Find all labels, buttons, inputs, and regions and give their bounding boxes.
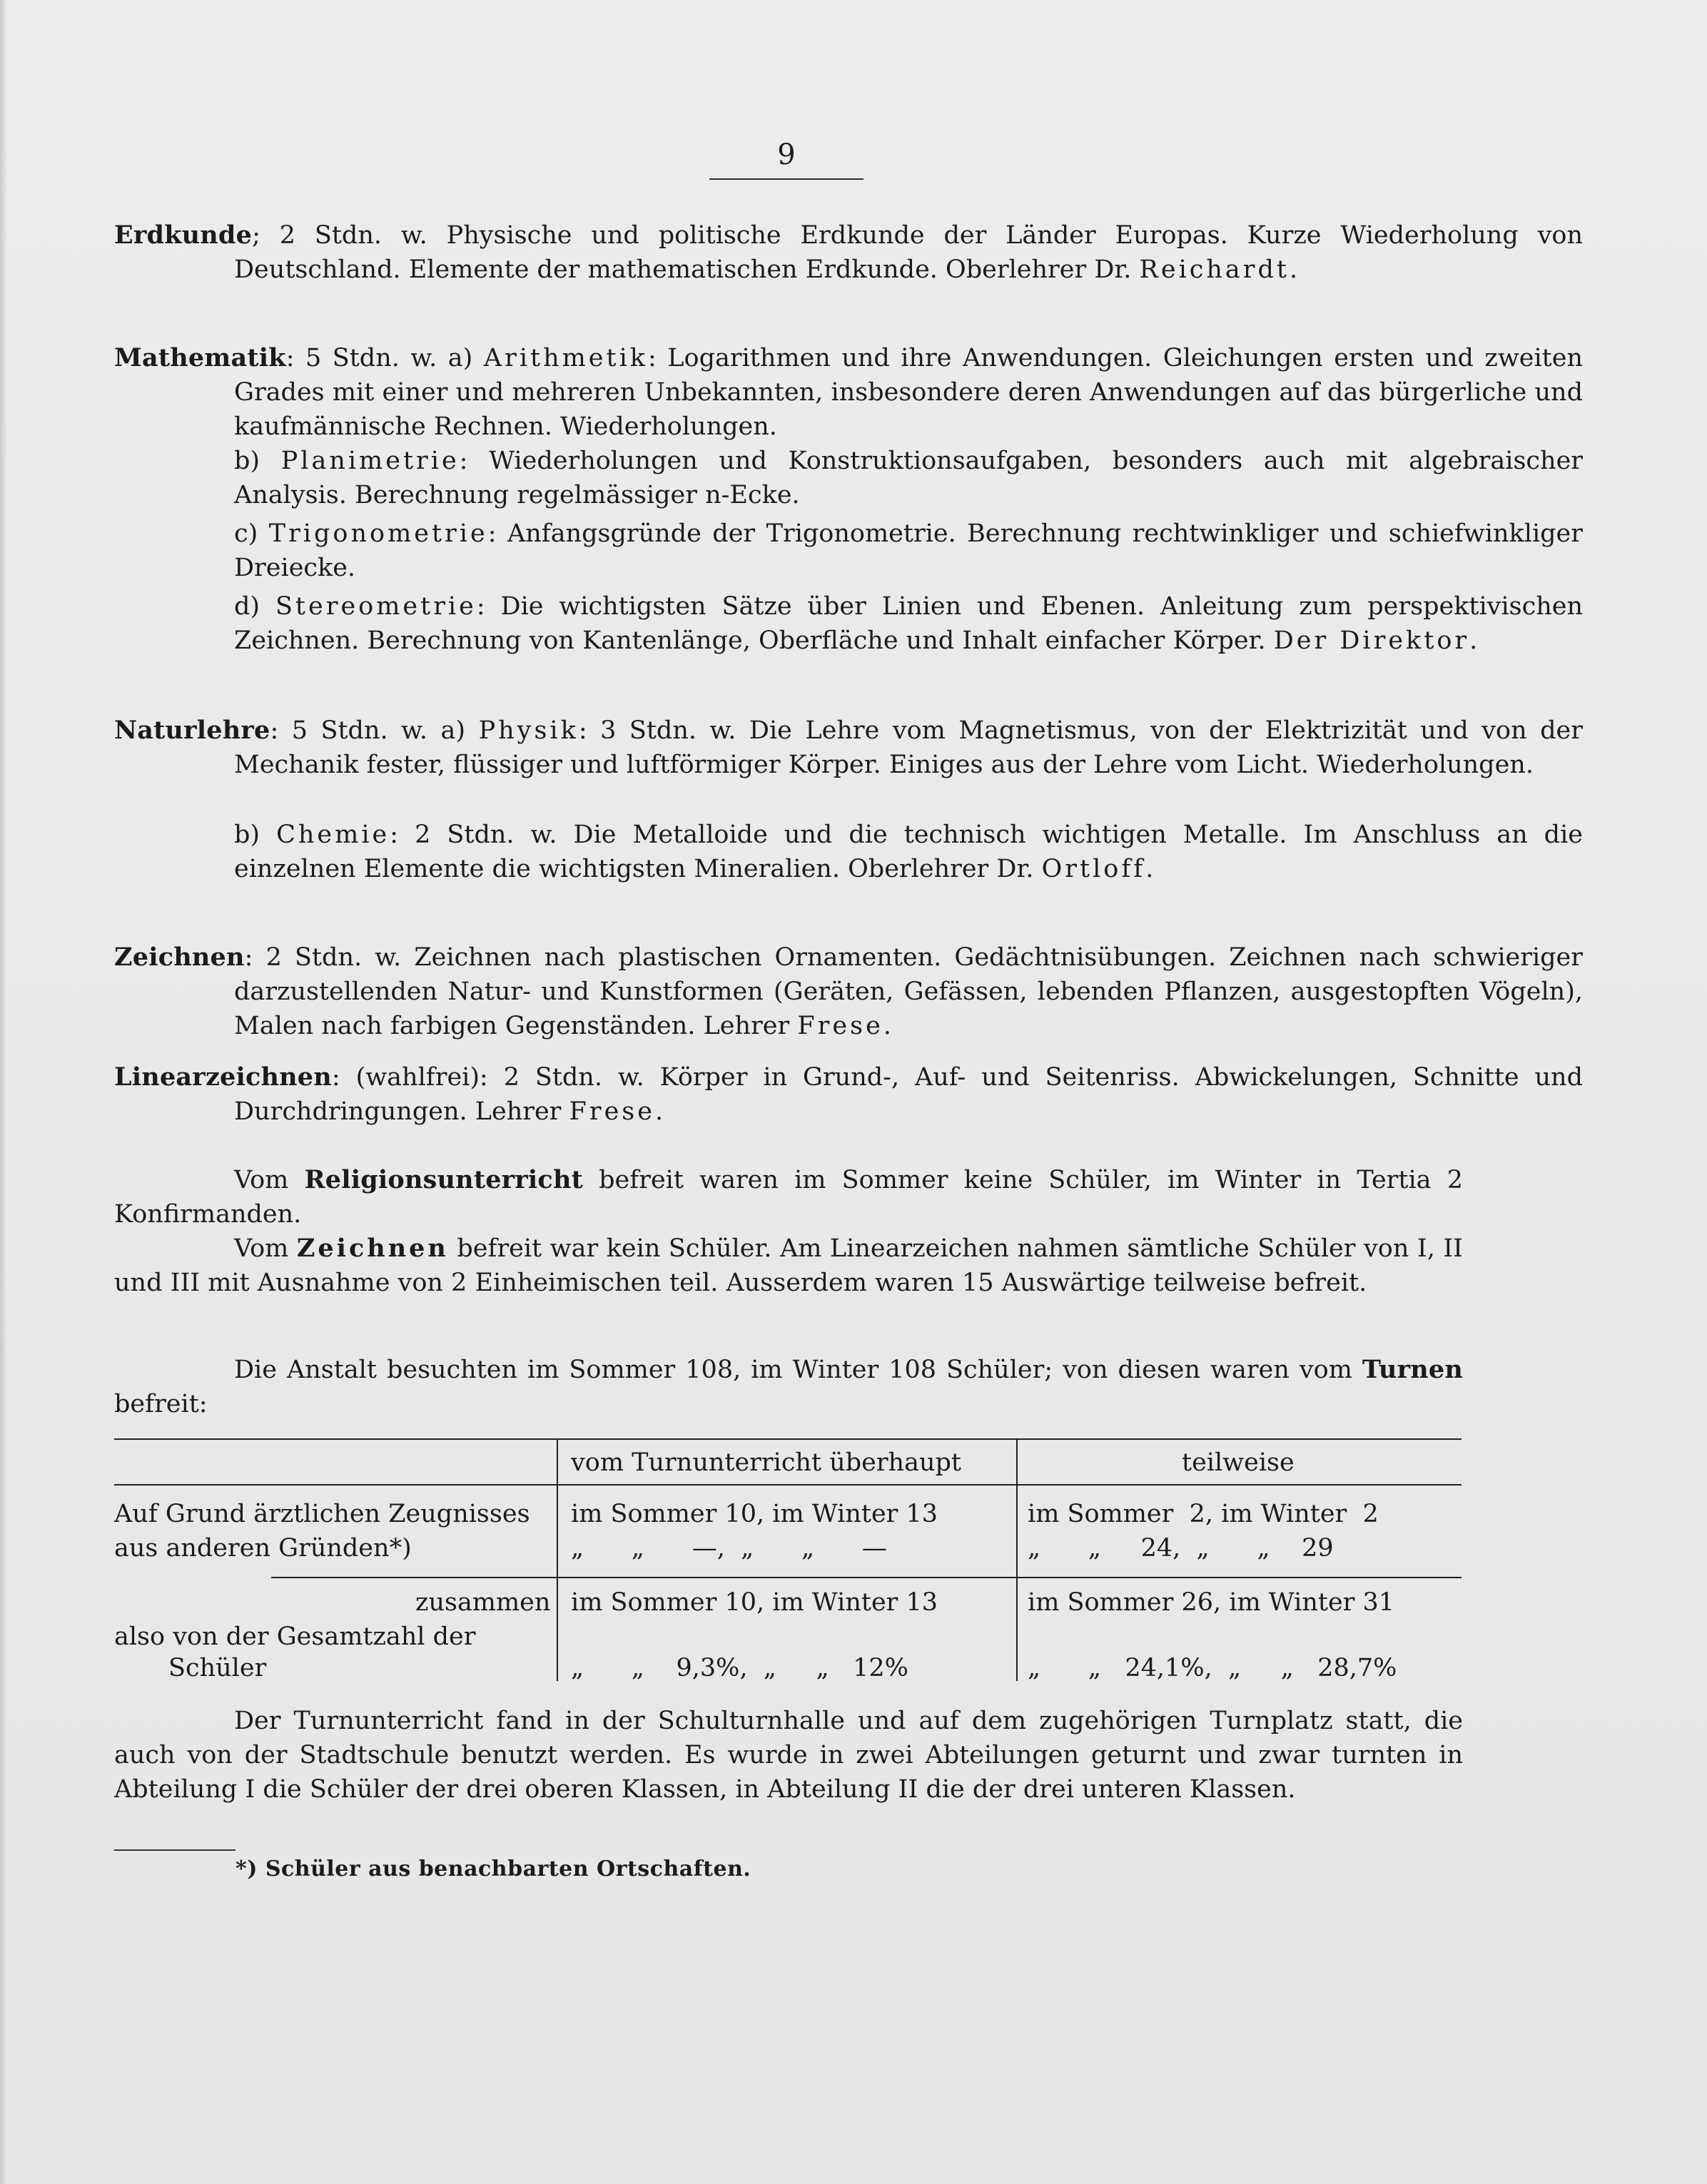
section-mathematik — [114, 341, 1583, 444]
table-sum-label: zusammen — [415, 1588, 551, 1617]
mathematik-d-title: Stereometrie — [275, 592, 477, 621]
section-naturlehre — [114, 713, 1583, 782]
paragraph-turnunterricht: Der Turnunterricht fand in der Schulturnhalle und auf dem zugehörigen Turnplatz statt, die auch von der Stadtschule benutzt werden. Es wurde in zwei Abteilungen geturnt und zwar turnten in Abteilung I die Schüler der drei oberen Klassen, in Abteilung II die der drei unteren Klassen. — [114, 1707, 1463, 1804]
mathematik-c-intro: c) — [234, 519, 269, 548]
mathematik-a-intro: : 5 Stdn. w. a) — [285, 344, 484, 372]
table-divider-right — [1016, 1438, 1018, 1681]
page-number-rule — [709, 178, 863, 180]
table-row-other-label: aus anderen Gründen*) — [114, 1534, 412, 1563]
mathematik-c-title: Trigonometrie — [268, 519, 488, 548]
mathematik-b-title: Planimetrie — [280, 447, 460, 475]
naturlehre-a-text: : 3 Stdn. w. Die Lehre vom Magnetismus, von der Elektrizität und von der Mechanik fester, flüssiger und luftförmiger Körper. Einiges aus der Lehre vom Licht. Wiederholungen. — [234, 716, 1583, 779]
table-header-partial: teilweise — [1182, 1448, 1295, 1477]
zeichnen-teacher: Frese — [797, 1012, 883, 1040]
linearzeichnen-text: : (wahlfrei): 2 Stdn. w. Körper in Grund-, Auf- und Seitenriss. Abwickelungen, Schnitte und Durchdringungen. Lehrer — [234, 1063, 1583, 1126]
linearzeichnen-teacher: Frese — [569, 1097, 655, 1126]
heading-zeichnen: Zeichnen — [114, 943, 245, 972]
keyword-turnen: Turnen — [1362, 1355, 1463, 1384]
table-header-rule — [114, 1484, 1462, 1485]
table-percent-partial: „ „ 24,1%, „ „ 28,7% — [1028, 1654, 1397, 1682]
heading-linearzeichnen: Linearzeichnen — [114, 1062, 332, 1092]
keyword-religionsunterricht: Religionsunterricht — [304, 1165, 583, 1194]
table-row-medical-total: im Sommer 10, im Winter 13 — [571, 1500, 938, 1528]
table-row-other-partial: „ „ 24, „ „ 29 — [1028, 1534, 1334, 1563]
table-divider-left — [557, 1438, 558, 1681]
mathematik-b-intro: b) — [234, 447, 281, 475]
linearzeichnen-end: . — [654, 1097, 664, 1126]
table-row-medical-label: Auf Grund ärztlichen Zeugnisses — [114, 1500, 530, 1528]
page-number: 9 — [777, 138, 796, 171]
mathematik-a-text: : Logarithmen und ihre Anwendungen. Gleichungen ersten und zweiten Grades mit einer und mehreren Unbekannten, insbesondere deren Anwendungen auf das bürgerliche und kaufmännische Rechnen. Wiederholungen. — [234, 344, 1584, 441]
table-percent-total: „ „ 9,3%, „ „ 12% — [571, 1654, 908, 1682]
erdkunde-end: . — [1290, 255, 1298, 284]
naturlehre-b-text: : 2 Stdn. w. Die Metalloide und die technisch wichtigen Metalle. Im Anschluss an die einzelnen Elemente die wichtigsten Mineralien. Oberlehrer Dr. — [234, 821, 1583, 883]
table-header-total: vom Turnunterricht überhaupt — [571, 1448, 961, 1477]
mathematik-d-end: . — [1469, 626, 1478, 655]
naturlehre-b-intro: b) — [234, 821, 277, 849]
table-sum-rule — [271, 1577, 1462, 1578]
section-naturlehre-b — [114, 818, 1583, 886]
mathematik-b-text: : Wiederholungen und Konstruktionsaufgaben, besonders auch mit algebraischer Analysis. Berechnung regelmässiger n-Ecke. — [234, 447, 1584, 509]
paragraph-zeichnen-befreiung: Vom Zeichnen befreit war kein Schüler. Am Linearzeichen nahmen sämtliche Schüler von I, II und III mit Ausnahme von 2 Einheimischen teil. Ausserdem waren 15 Auswärtige teilweise befreit. — [114, 1234, 1463, 1297]
table-percent-label-2: Schüler — [168, 1654, 267, 1682]
paragraph-religion: Vom Religionsunterricht befreit waren im Sommer keine Schüler, im Winter in Tertia 2 Konfirmanden. — [114, 1165, 1463, 1229]
naturlehre-b-end: . — [1145, 855, 1154, 883]
heading-mathematik: Mathematik — [114, 343, 286, 372]
zeichnen-end: . — [883, 1012, 891, 1040]
naturlehre-a-title: Physik — [478, 716, 579, 745]
mathematik-c-text: : Anfangsgründe der Trigonometrie. Berechnung rechtwinkliger und schiefwinkliger Dreiecke. — [234, 519, 1583, 582]
paragraph-turnen-befreiung: Die Anstalt besuchten im Sommer 108, im Winter 108 Schüler; von diesen waren vom Turnen befreit: — [114, 1355, 1463, 1418]
page-edge-shadow — [0, 0, 7, 2184]
mathematik-d-text: : Die wichtigsten Sätze über Linien und Ebenen. Anleitung zum perspektivischen Zeichnen. Berechnung von Kantenlänge, Oberfläche und Inhalt einfacher Körper. — [234, 592, 1583, 655]
section-linearzeichnen — [114, 1060, 1583, 1129]
erdkunde-text: ; 2 Stdn. w. Physische und politische Erdkunde der Länder Europas. Kurze Wiederholung von Deutschland. Elemente der mathematischen Erdkunde. Oberlehrer Dr. — [234, 221, 1583, 284]
mathematik-a-title: Arithmetik — [483, 344, 648, 372]
section-erdkunde — [114, 218, 1583, 287]
section-zeichnen — [114, 940, 1583, 1043]
naturlehre-b-title: Chemie — [276, 821, 390, 849]
table-percent-label-1: also von der Gesamtzahl der — [114, 1622, 476, 1651]
section-mathematik-c — [114, 517, 1583, 585]
keyword-zeichnen: Zeichnen — [296, 1234, 449, 1263]
footnote-rule — [114, 1849, 235, 1851]
mathematik-d-teacher: Der Direktor — [1273, 626, 1470, 655]
heading-naturlehre: Naturlehre — [114, 716, 270, 745]
section-mathematik-d — [114, 589, 1583, 658]
naturlehre-b-teacher: Ortloff — [1041, 855, 1146, 883]
section-mathematik-b — [114, 444, 1583, 512]
table-row-medical-partial: im Sommer 2, im Winter 2 — [1028, 1500, 1379, 1528]
zeichnen-text: : 2 Stdn. w. Zeichnen nach plastischen Ornamenten. Gedächtnisübungen. Zeichnen nach schwieriger darzustellenden Natur- und Kunstformen (Geräten, Gefässen, lebenden Pflanzen, ausgestopften Vögeln), Malen nach farbigen Gegenständen. Lehrer — [234, 943, 1583, 1040]
erdkunde-teacher: Reichardt — [1139, 255, 1290, 284]
table-sum-total: im Sommer 10, im Winter 13 — [571, 1588, 938, 1617]
heading-erdkunde: Erdkunde — [114, 220, 253, 250]
table-top-rule — [114, 1438, 1462, 1440]
table-sum-partial: im Sommer 26, im Winter 31 — [1028, 1588, 1395, 1617]
naturlehre-a-intro: : 5 Stdn. w. a) — [270, 716, 479, 745]
mathematik-d-intro: d) — [234, 592, 275, 621]
table-row-other-total: „ „ —, „ „ — — [571, 1534, 887, 1563]
footnote: *) Schüler aus benachbarten Ortschaften. — [235, 1857, 751, 1881]
